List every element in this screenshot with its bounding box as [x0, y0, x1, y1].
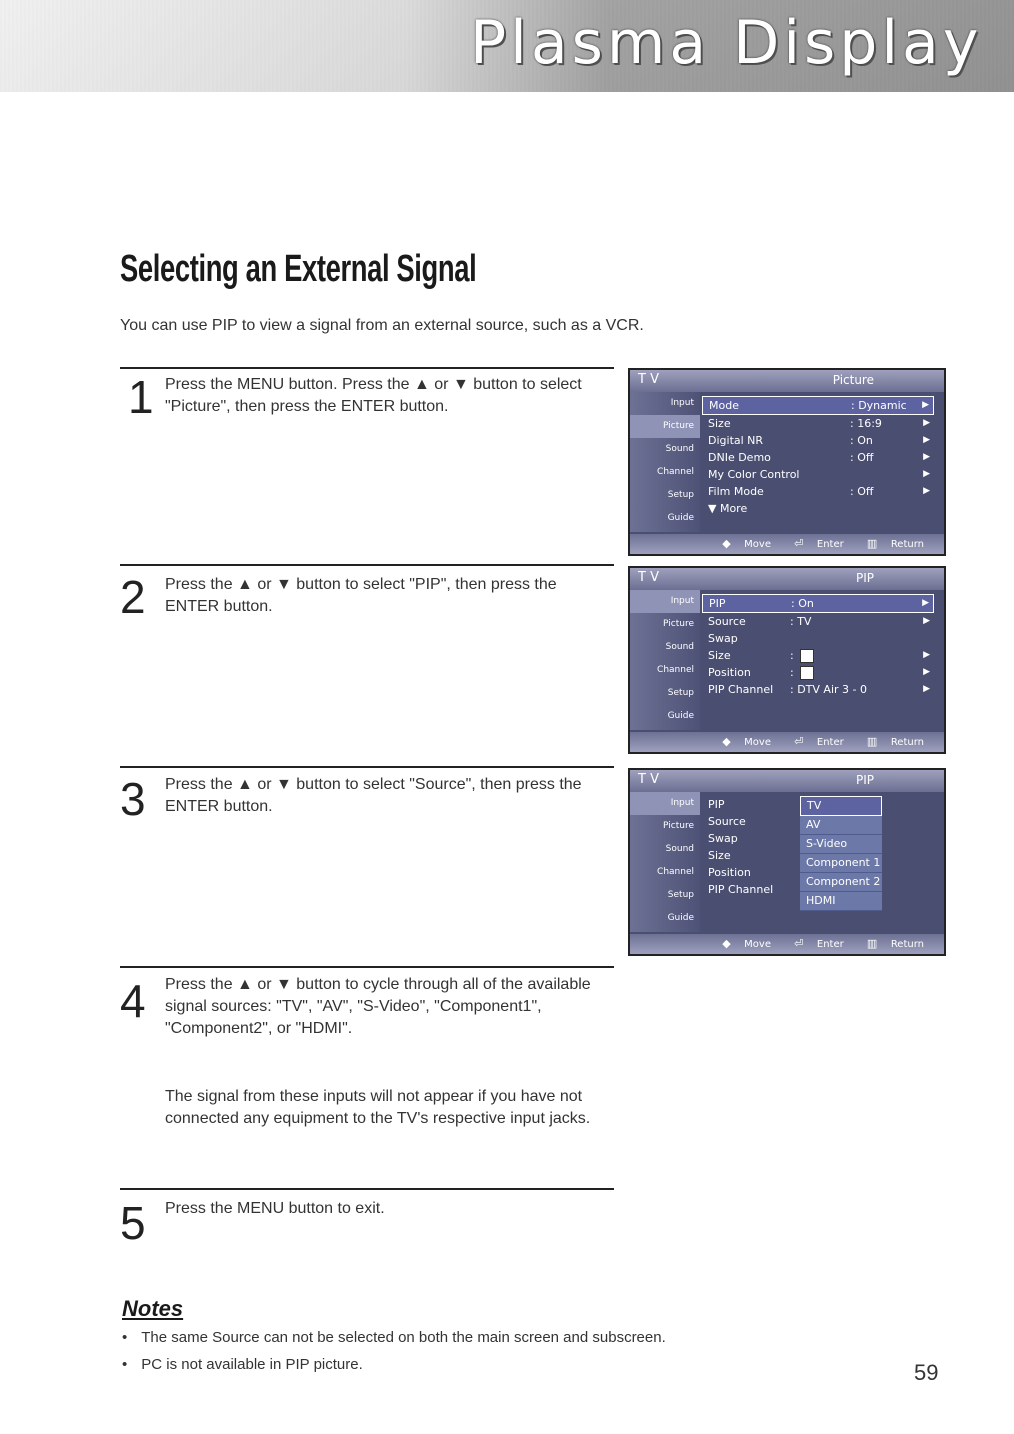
tv-menu-screenshot-pip	[628, 566, 946, 754]
sidebar-item-channel: Channel	[657, 867, 694, 877]
row-label: PIP Channel	[708, 683, 774, 696]
row-label: My Color Control	[708, 468, 800, 481]
sidebar-item-sound: Sound	[665, 642, 694, 652]
menu-title: PIP	[855, 571, 874, 585]
arrow-right-icon: ▶	[923, 418, 930, 428]
arrow-right-icon: ▶	[923, 452, 930, 462]
tv-menu-screenshot-picture	[628, 368, 946, 556]
row-value: : Off	[850, 485, 874, 498]
menu-row	[702, 432, 934, 449]
row-value: : 16:9	[850, 417, 882, 430]
row-value: : DTV Air 3 - 0	[790, 683, 867, 696]
notes-heading: Notes	[122, 1296, 184, 1321]
intro-text: You can use PIP to view a signal from an external source, such as a VCR.	[120, 317, 644, 334]
footer-return	[867, 737, 934, 748]
row-label: Digital NR	[708, 434, 764, 447]
menu-footer	[630, 732, 944, 752]
menu-sidebar	[630, 792, 700, 932]
row-label: PIP	[708, 798, 725, 811]
row-label: Film Mode	[708, 485, 764, 498]
return-icon: ▥	[866, 537, 881, 550]
sidebar-item-channel: Channel	[657, 665, 694, 675]
step-number: 4	[120, 975, 146, 1027]
step-number: 5	[120, 1197, 146, 1249]
pip-position-icon	[800, 666, 814, 680]
menu-row	[702, 415, 934, 432]
footer-return-label: Return	[890, 939, 924, 950]
row-label: Size	[708, 649, 731, 662]
row-value: : On	[850, 434, 873, 447]
footer-return-label: Return	[890, 539, 924, 550]
row-label: Mode	[709, 399, 739, 412]
enter-icon: ⏎	[794, 937, 807, 950]
sidebar-item-guide: Guide	[667, 711, 694, 721]
footer-enter	[794, 539, 854, 550]
footer-enter-label: Enter	[816, 939, 844, 950]
sidebar-item-input: Input	[670, 398, 694, 408]
sidebar-item-picture: Picture	[663, 821, 694, 831]
dropdown-option: S-Video	[800, 835, 882, 854]
sidebar-item-channel: Channel	[657, 467, 694, 477]
row-value: : On	[791, 597, 814, 610]
arrow-right-icon: ▶	[923, 469, 930, 479]
menu-header	[630, 568, 944, 590]
menu-row	[702, 500, 934, 517]
menu-title: PIP	[855, 773, 874, 787]
note-item: • PC is not available in PIP picture.	[122, 1351, 666, 1378]
pip-size-icon	[800, 649, 814, 663]
sidebar-item-setup: Setup	[667, 490, 694, 500]
menu-row	[702, 594, 934, 613]
sidebar-item-input: Input	[630, 590, 700, 613]
step-text: Press the ▲ or ▼ button to select "PIP", then press the ENTER button.	[165, 576, 557, 615]
arrow-right-icon: ▶	[923, 435, 930, 445]
move-icon: ◆	[722, 937, 735, 950]
footer-enter-label: Enter	[816, 737, 844, 748]
menu-sidebar	[630, 590, 700, 730]
sidebar-item-setup: Setup	[667, 688, 694, 698]
row-label: Position	[708, 866, 751, 879]
sidebar-item-guide: Guide	[667, 913, 694, 923]
move-icon: ◆	[722, 735, 735, 748]
footer-move-label: Move	[744, 737, 771, 748]
footer-return	[867, 539, 934, 550]
arrow-right-icon: ▶	[922, 400, 929, 410]
note-item: • The same Source can not be selected on both the main screen and subscreen.	[122, 1324, 666, 1351]
step-text: Press the ▲ or ▼ button to cycle through all of the available signal sources: "TV", "AV", "S-Video", "Component1", "Component2", or "HDMI".	[165, 976, 591, 1037]
arrow-right-icon: ▶	[922, 598, 929, 608]
step-text: Press the MENU button to exit.	[165, 1200, 385, 1217]
footer-move-label: Move	[744, 939, 771, 950]
sidebar-item-guide: Guide	[667, 513, 694, 523]
menu-row	[702, 630, 934, 647]
page-title: Selecting an External Signal	[120, 248, 477, 290]
row-label: Source	[708, 615, 746, 628]
step-divider	[120, 766, 614, 768]
step-number: 2	[120, 571, 146, 623]
dropdown-option: Component 2	[800, 873, 882, 892]
source-dropdown	[800, 796, 882, 911]
menu-rows	[702, 396, 934, 517]
return-icon: ▥	[866, 735, 881, 748]
footer-move	[722, 539, 781, 550]
step-divider	[120, 564, 614, 566]
step-divider	[120, 367, 614, 369]
step-divider	[120, 966, 614, 968]
notes-list	[122, 1324, 666, 1378]
dropdown-option: TV	[800, 796, 882, 816]
step-note-text: The signal from these inputs will not appear if you have not connected any equipment to the TV's respective input jacks.	[165, 1088, 591, 1127]
move-icon: ◆	[722, 537, 735, 550]
page-number: 59	[914, 1360, 939, 1385]
row-label: ▼ More	[708, 502, 748, 515]
sidebar-item-sound: Sound	[665, 844, 694, 854]
sidebar-item-input: Input	[630, 792, 700, 815]
arrow-right-icon: ▶	[923, 486, 930, 496]
tv-menu-screenshot-pip-source	[628, 768, 946, 956]
footer-enter-label: Enter	[816, 539, 844, 550]
step-divider	[120, 1188, 614, 1190]
row-label: Position	[708, 666, 751, 679]
tv-label: T V	[638, 570, 659, 585]
row-value: : Off	[850, 451, 874, 464]
row-label: Size	[708, 849, 731, 862]
menu-rows	[702, 594, 934, 698]
footer-move	[722, 939, 781, 950]
row-value: : TV	[790, 615, 812, 628]
enter-icon: ⏎	[794, 735, 807, 748]
row-value: :	[790, 666, 794, 679]
arrow-right-icon: ▶	[923, 650, 930, 660]
arrow-right-icon: ▶	[923, 667, 930, 677]
footer-move	[722, 737, 781, 748]
menu-row	[702, 681, 934, 698]
row-value: :	[790, 649, 794, 662]
step-text: Press the ▲ or ▼ button to select "Source", then press the ENTER button.	[165, 776, 582, 815]
row-label: Source	[708, 815, 746, 828]
menu-footer	[630, 534, 944, 554]
menu-row	[702, 396, 934, 415]
tv-label: T V	[638, 772, 659, 787]
menu-header	[630, 370, 944, 392]
dropdown-option: AV	[800, 816, 882, 835]
footer-enter	[794, 737, 854, 748]
dropdown-option: HDMI	[800, 892, 882, 911]
sidebar-item-setup: Setup	[667, 890, 694, 900]
sidebar-item-sound: Sound	[665, 444, 694, 454]
arrow-right-icon: ▶	[923, 684, 930, 694]
menu-row	[702, 647, 934, 664]
row-label: Size	[708, 417, 731, 430]
footer-return-label: Return	[890, 737, 924, 748]
footer-move-label: Move	[744, 539, 771, 550]
menu-sidebar	[630, 392, 700, 532]
sidebar-item-picture: Picture	[630, 415, 700, 438]
row-label: PIP	[709, 597, 726, 610]
menu-row	[702, 483, 934, 500]
arrow-right-icon: ▶	[923, 616, 930, 626]
menu-row	[702, 664, 934, 681]
footer-return	[867, 939, 934, 950]
step-number: 3	[120, 773, 146, 825]
menu-row	[702, 613, 934, 630]
banner-title: Plasma Display	[470, 8, 983, 78]
header-banner	[0, 0, 1014, 92]
menu-row	[702, 449, 934, 466]
row-value: : Dynamic	[851, 399, 907, 412]
menu-row	[702, 466, 934, 483]
menu-footer	[630, 934, 944, 954]
step-number: 1	[128, 371, 154, 423]
dropdown-option: Component 1	[800, 854, 882, 873]
enter-icon: ⏎	[794, 537, 807, 550]
return-icon: ▥	[866, 937, 881, 950]
row-label: Swap	[708, 832, 738, 845]
row-label: Swap	[708, 632, 738, 645]
footer-enter	[794, 939, 854, 950]
menu-title: Picture	[832, 373, 874, 387]
row-label: DNIe Demo	[708, 451, 771, 464]
sidebar-item-picture: Picture	[663, 619, 694, 629]
row-label: PIP Channel	[708, 883, 774, 896]
tv-label: T V	[638, 372, 659, 387]
step-text: Press the MENU button. Press the ▲ or ▼ button to select "Picture", then press the ENTER button.	[165, 376, 582, 415]
menu-header	[630, 770, 944, 792]
